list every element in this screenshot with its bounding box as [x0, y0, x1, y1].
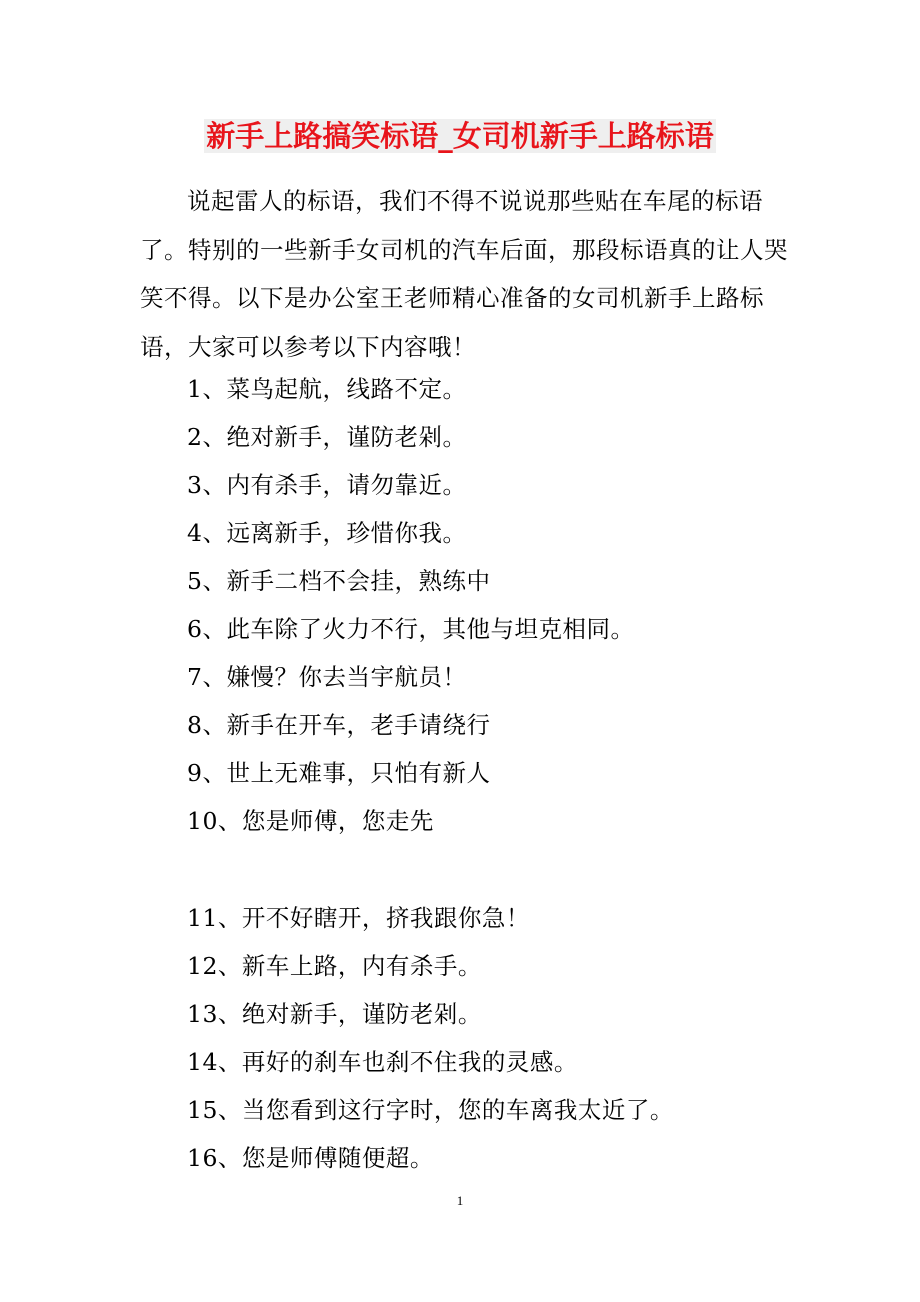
- list-item: 7、嫌慢？你去当宇航员！: [187, 663, 467, 691]
- document-title: [0, 116, 920, 156]
- intro-paragraph: 说起雷人的标语，我们不得不说说那些贴在车尾的标语了。特别的一些新手女司机的汽车后面，那段标语真的让人哭笑不得。以下是办公室王老师精心准备的女司机新手上路标语，大家可以参考以下内容哦！: [140, 187, 788, 361]
- list-item: 2、绝对新手，谨防老剁。: [187, 423, 467, 451]
- list-item: 10、您是师傅，您走先: [187, 807, 434, 835]
- list-item: 14、再好的刹车也刹不住我的灵感。: [187, 1048, 578, 1076]
- list-item: 1、菜鸟起航，线路不定。: [187, 375, 467, 403]
- list-item: 11、开不好瞎开，挤我跟你急！: [187, 904, 530, 932]
- list-item: 15、当您看到这行字时，您的车离我太近了。: [187, 1096, 674, 1124]
- title-text: 新手上路搞笑标语_女司机新手上路标语: [206, 119, 714, 153]
- list-item: 12、新车上路，内有杀手。: [187, 952, 482, 980]
- list-item: 13、绝对新手，谨防老剁。: [187, 1000, 482, 1028]
- list-item: 4、远离新手，珍惜你我。: [187, 519, 467, 547]
- list-item: 5、新手二档不会挂，熟练中: [187, 567, 491, 595]
- page-number: 1: [456, 1193, 464, 1208]
- list-item: 16、您是师傅随便超。: [187, 1144, 434, 1172]
- list-item: 3、内有杀手，请勿靠近。: [187, 471, 467, 499]
- list-item: 9、世上无难事，只怕有新人: [187, 759, 491, 787]
- list-item: 8、新手在开车，老手请绕行: [187, 711, 491, 739]
- list-item: 6、此车除了火力不行，其他与坦克相同。: [187, 615, 635, 643]
